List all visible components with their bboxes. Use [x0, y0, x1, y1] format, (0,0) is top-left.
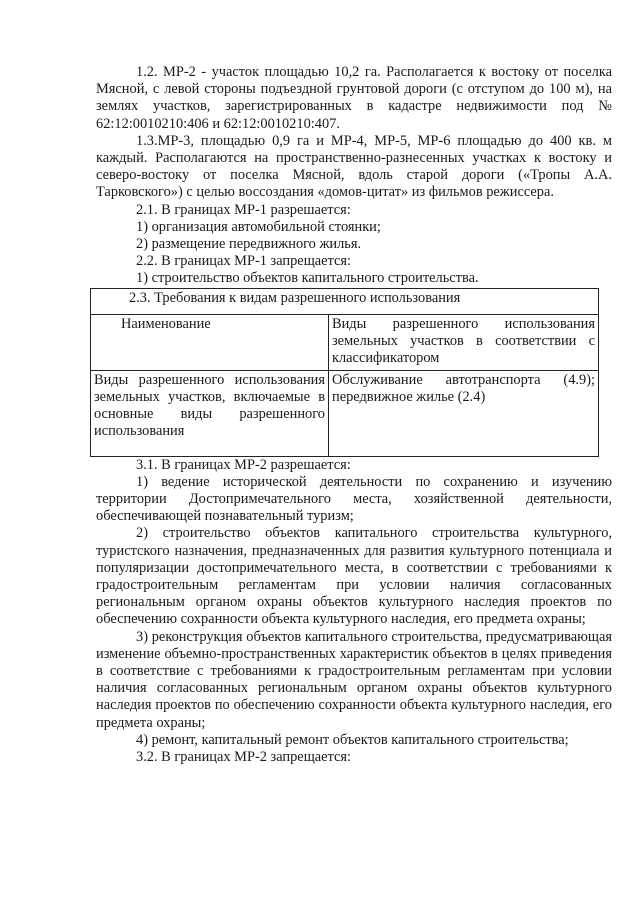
table-header-name: Наименование — [91, 314, 329, 370]
list-item: 1) организация автомобильной стоянки; — [136, 218, 381, 235]
table-cell-label: Виды разрешенного использования земельных участков, включаемые в основные виды разрешенного использования — [91, 370, 329, 456]
paragraph-1-2: 1.2. МР-2 - участок площадью 10,2 га. Располагается к востоку от поселка Мясной, с левой стороны подъездной грунтовой дороги (с отступом до 100 м), на землях участков, зарегистрированных в кадастре недвижимости под № 62:12:0010210:406 и 62:12:0010210:407. — [96, 64, 612, 132]
list-item: 3) реконструкция объектов капитального строительства, предусматривающая изменение объемно-пространственных характеристик объектов в целях приведения в соответствие с требованиями к градостроительным регламентам при условии наличия согласованных региональным органом охраны объектов культурного наследия проектов по обеспечению сохранности объекта культурного наследия, его предмета охраны; — [96, 628, 612, 731]
heading-2-2: 2.2. В границах МР-1 запрещается: — [136, 253, 352, 270]
paragraph-1-3: 1.3.МР-3, площадью 0,9 га и МР-4, МР-5, МР-6 площадью до 400 кв. м каждый. Располагаются на пространственно-разнесенных участках к востоку и северо-востоку от поселка Мясной, вдоль старой дороги («Тропы А.А. Тарковского») с целью воссоздания «домов-цитат» из фильмов режиссера. — [96, 132, 612, 201]
table-header-kinds: Виды разрешенного использования земельных участков в соответствии с классификатором — [329, 314, 599, 370]
requirements-table — [90, 288, 599, 457]
list-item: 1) строительство объектов капитального строительства. — [136, 270, 479, 287]
heading-3-2: 3.2. В границах МР-2 запрещается: — [136, 749, 352, 766]
list-item: 2) размещение передвижного жилья. — [136, 236, 362, 253]
table-cell-value: Обслуживание автотранспорта (4.9); передвижное жилье (2.4) — [329, 370, 599, 456]
table-row — [91, 288, 599, 314]
table-row — [91, 314, 599, 370]
table-row — [91, 370, 599, 456]
list-item: 4) ремонт, капитальный ремонт объектов капитального строительства; — [136, 731, 569, 748]
list-item: 1) ведение исторической деятельности по сохранению и изучению территории Достопримечательного места, хозяйственной деятельности, обеспечивающей познавательный туризм; — [96, 473, 612, 525]
heading-3-1: 3.1. В границах МР-2 разрешается: — [136, 456, 351, 473]
heading-2-1: 2.1. В границах МР-1 разрешается: — [136, 201, 351, 218]
list-section-2 — [96, 202, 612, 288]
list-item: 2) строительство объектов капитального строительства культурного, туристского назначения, предназначенных для развития культурного потенциала и популяризации достопримечательного места, в соответствии с требованиями к градостроительным регламентам при условии наличия согласованных региональным органом охраны объектов культурного наследия проектов по обеспечению сохранности объекта культурного наследия, его предмета охраны; — [96, 525, 612, 628]
table-title: 2.3. Требования к видам разрешенного использования — [91, 288, 599, 314]
